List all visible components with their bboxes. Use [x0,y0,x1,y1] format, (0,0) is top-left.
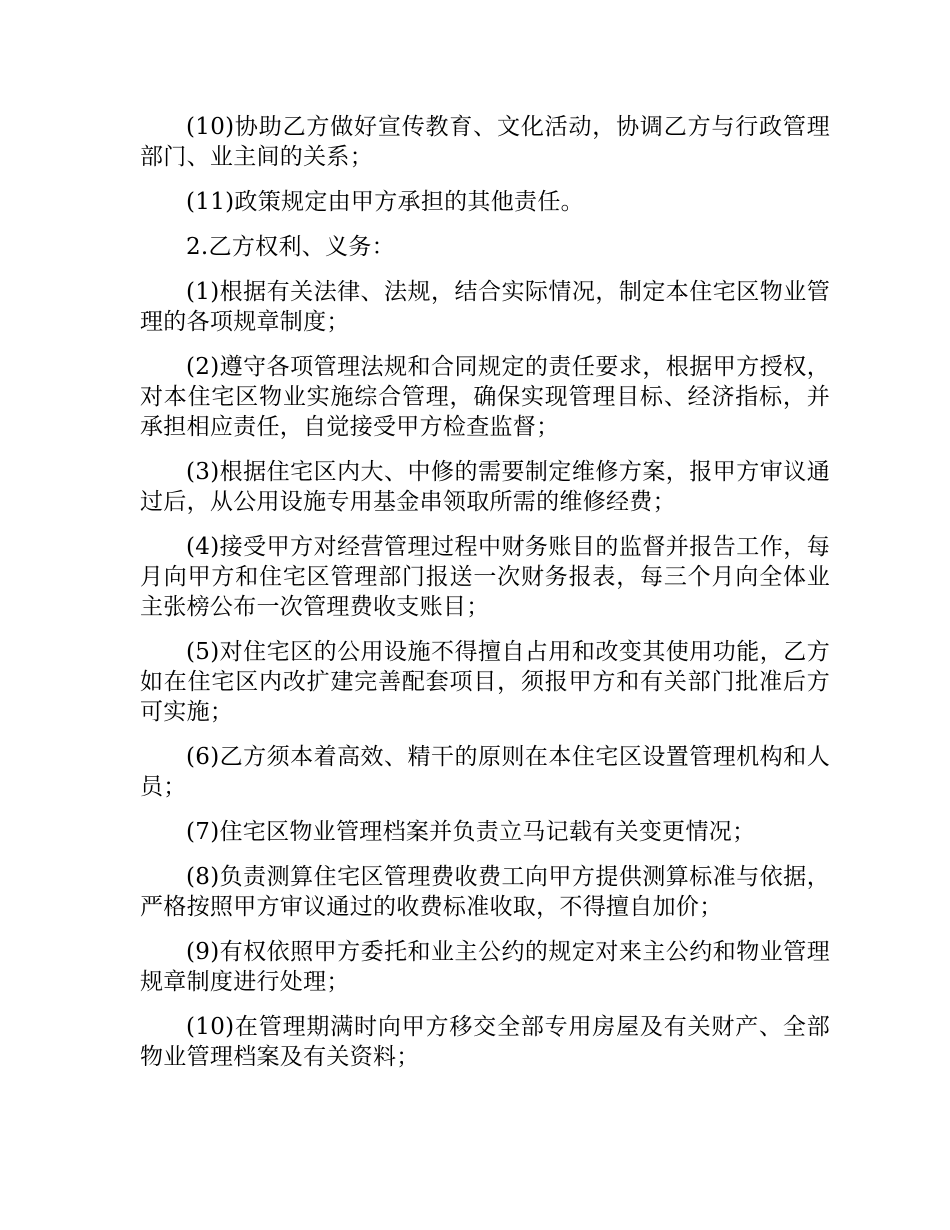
paragraph-archives: (7)住宅区物业管理档案并负责立马记载有关变更情况； [186,819,756,845]
document-page [140,112,830,1087]
paragraph-other-responsibilities: (11)政策规定由甲方承担的其他责任。 [186,189,584,215]
paragraph-public-facilities: (5)对住宅区的公用设施不得擅自占用和改变其使用功能，乙方如在住宅区内改扩建完善配套项目，须报甲方和有关部门批准后方可实施； [140,639,830,725]
paragraph-management-staff: (6)乙方须本着高效、精干的原则在本住宅区设置管理机构和人员； [140,744,830,800]
paragraph-fee-calculation: (8)负责测算住宅区管理费收费工向甲方提供测算标准与依据，严格按照甲方审议通过的收费标准收取，不得擅自加价； [140,864,830,920]
section-heading-party-b-rights: 2.乙方权利、义务： [186,234,395,260]
paragraph-comply-regulations: (2)遵守各项管理法规和合同规定的责任要求，根据甲方授权，对本住宅区物业实施综合管理，确保实现管理目标、经济指标，并承担相应责任，自觉接受甲方检查监督； [140,354,830,440]
paragraph-handle-violations: (9)有权依照甲方委托和业主公约的规定对来主公约和物业管理规章制度进行处理； [140,939,830,995]
paragraph-repair-plan: (3)根据住宅区内大、中修的需要制定维修方案，报甲方审议通过后，从公用设施专用基金串领取所需的维修经费； [140,459,830,515]
paragraph-assist-publicity: (10)协助乙方做好宣传教育、文化活动，协调乙方与行政管理部门、业主间的关系； [140,114,830,170]
paragraph-rules-formulation: (1)根据有关法律、法规，结合实际情况，制定本住宅区物业管理的各项规章制度； [140,279,830,335]
paragraph-handover: (10)在管理期满时向甲方移交全部专用房屋及有关财产、全部物业管理档案及有关资料； [140,1014,830,1070]
paragraph-financial-supervision: (4)接受甲方对经营管理过程中财务账目的监督并报告工作，每月向甲方和住宅区管理部门报送一次财务报表，每三个月向全体业主张榜公布一次管理费收支账目； [140,534,830,620]
